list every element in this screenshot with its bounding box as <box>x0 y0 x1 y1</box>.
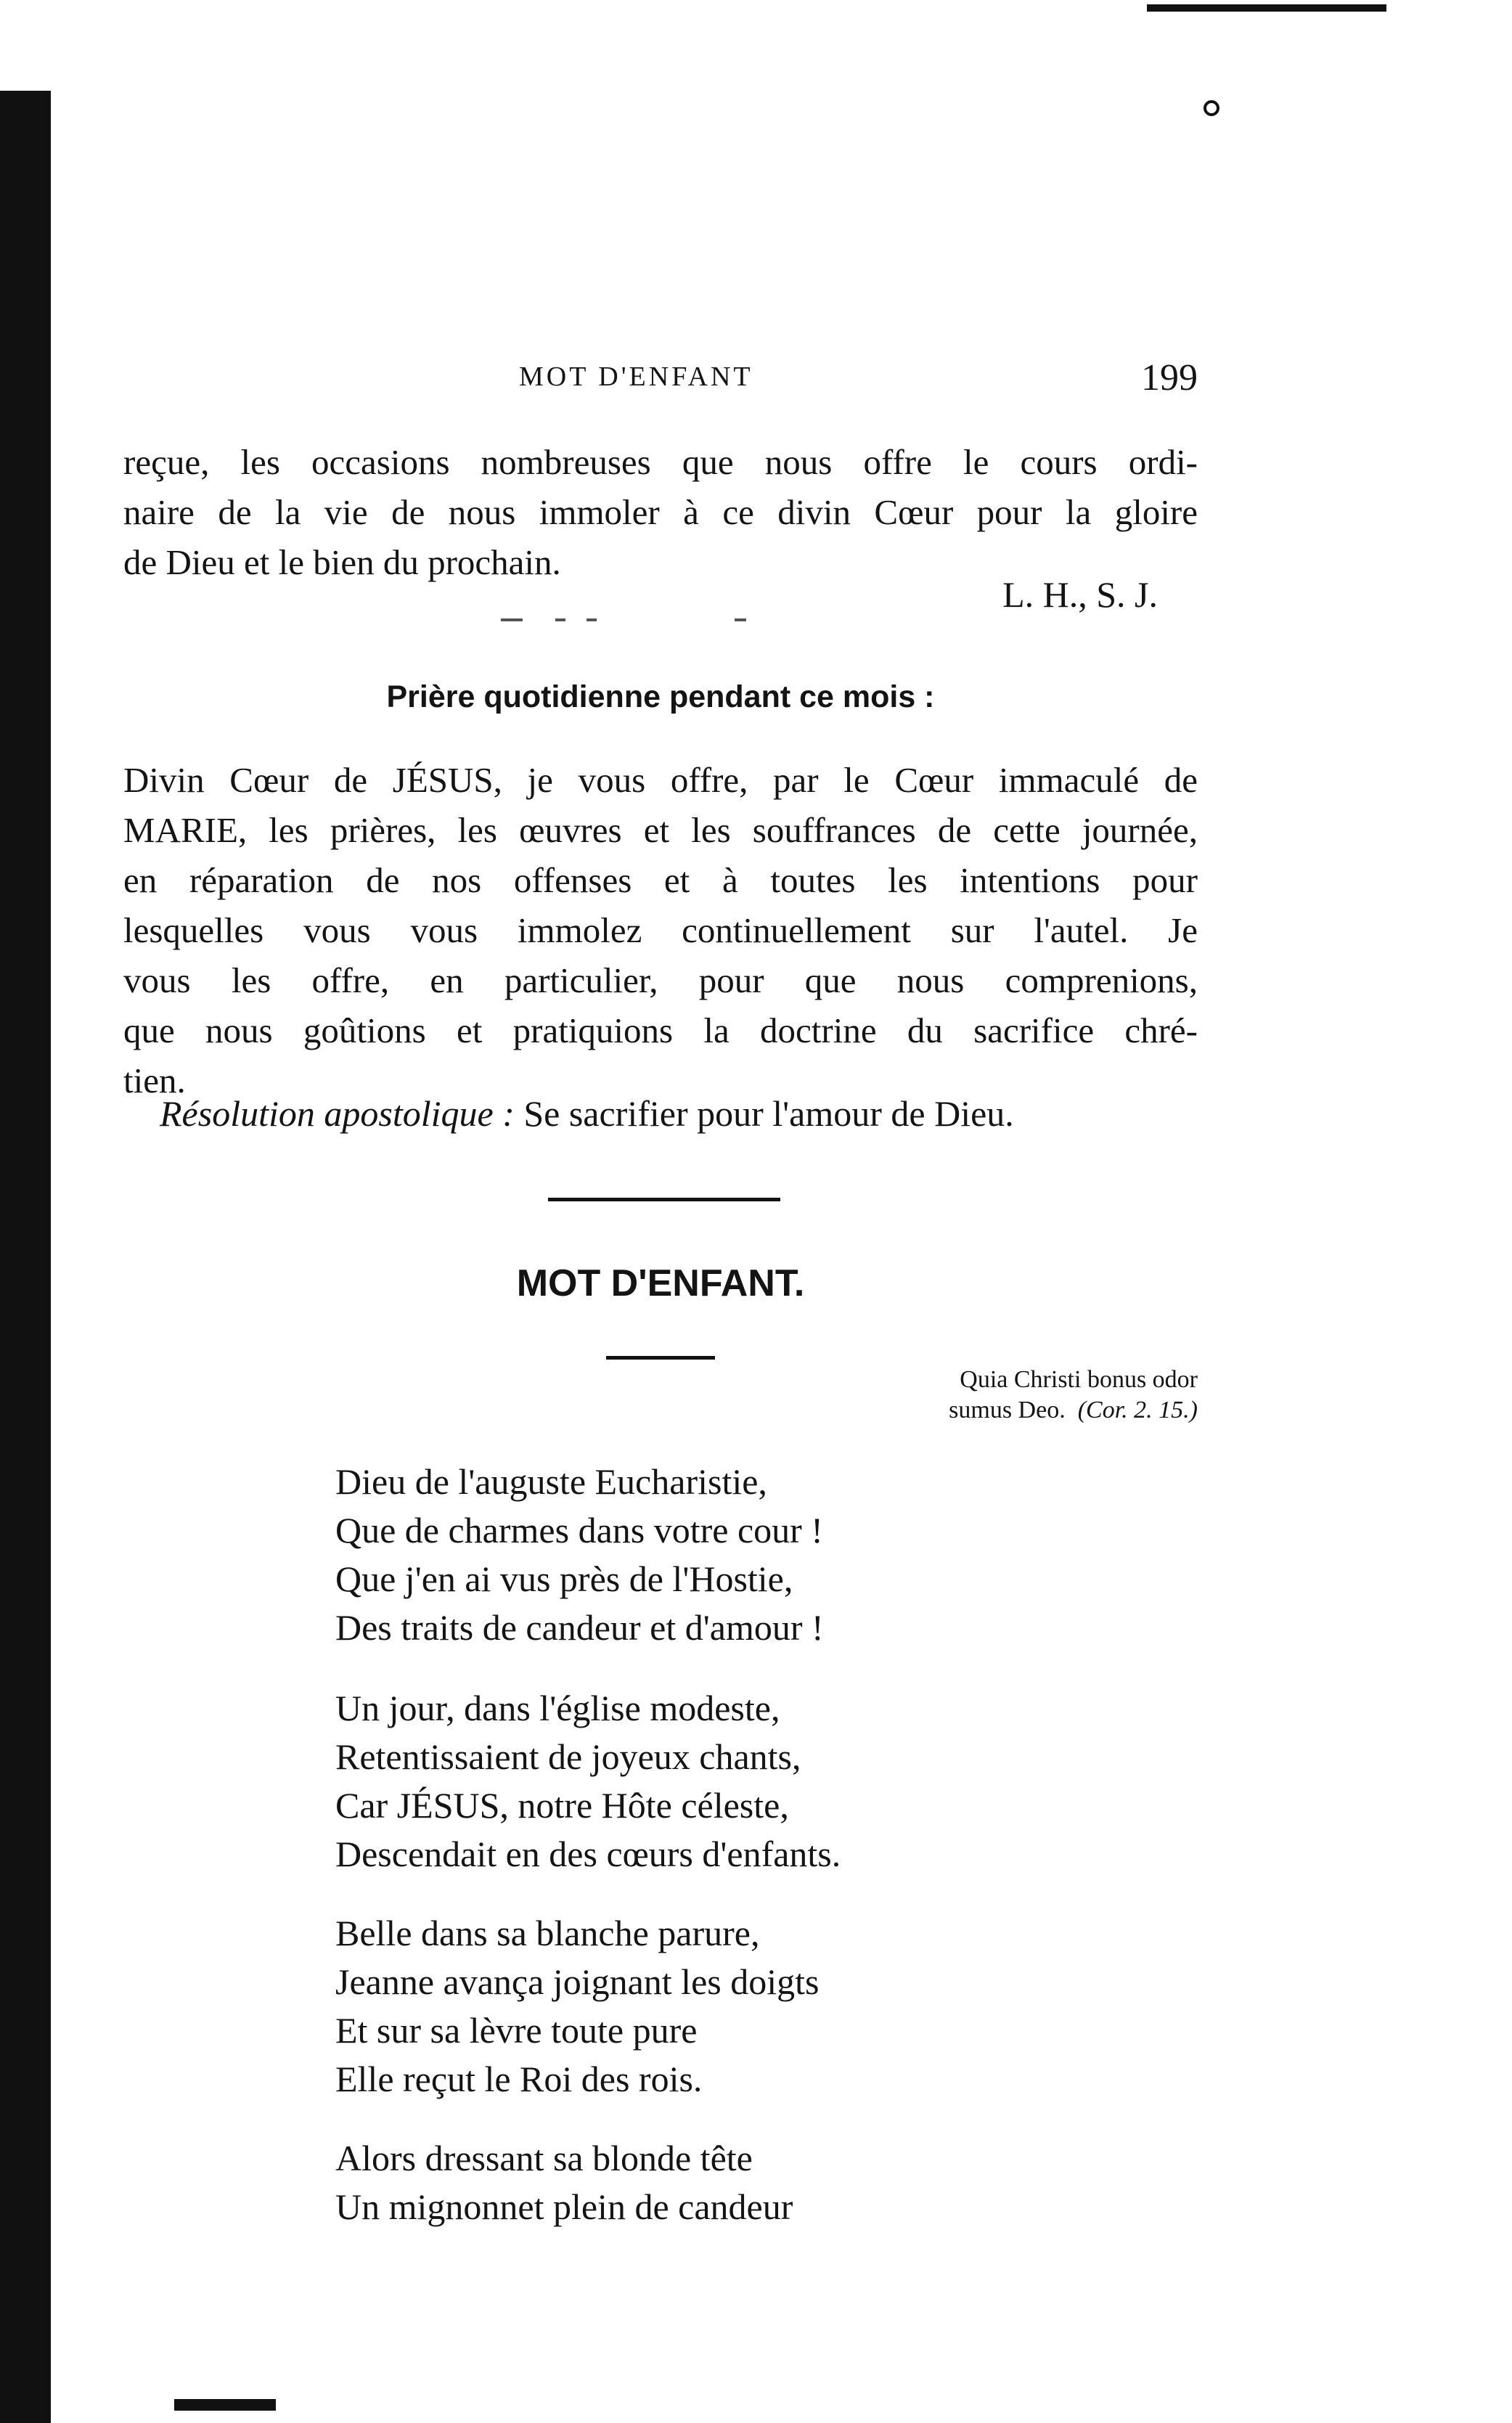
epigraph-line <box>762 1395 1198 1426</box>
verse-line: Car JÉSUS, notre Hôte céleste, <box>335 1785 789 1826</box>
decorative-dashes <box>501 618 907 624</box>
text-line: MARIE, les prières, les œuvres et les souffrances de cette journée, <box>123 810 1198 850</box>
verse-line: Elle reçut le Roi des rois. <box>335 2059 703 2099</box>
verse-line: Que de charmes dans votre cour ! <box>335 1510 823 1550</box>
section-separator <box>548 1198 780 1201</box>
verse-line: Un mignonnet plein de candeur <box>335 2186 793 2227</box>
text-line: reçue, les occasions nombreuses que nous offre le cours ordi- <box>123 442 1198 482</box>
page-number: 199 <box>1141 357 1198 399</box>
epigraph <box>762 1365 1198 1426</box>
epigraph-reference: (Cor. 2. 15.) <box>1077 1397 1198 1423</box>
resolution-text: Se sacrifier pour l'amour de Dieu. <box>514 1093 1014 1134</box>
scan-binding-edge <box>0 91 51 2423</box>
poem-stanza <box>335 1684 1134 1879</box>
verse-line: Descendait en des cœurs d'enfants. <box>335 1834 841 1874</box>
book-page <box>123 0 1198 2423</box>
verse-line: Retentissaient de joyeux chants, <box>335 1736 801 1777</box>
verse-line: Un jour, dans l'église modeste, <box>335 1688 780 1728</box>
corner-circle-mark <box>1204 100 1219 116</box>
apostolic-resolution <box>160 1092 1198 1135</box>
verse-line: Dieu de l'auguste Eucharistie, <box>335 1461 767 1502</box>
verse-line: Alors dressant sa blonde tête <box>335 2138 753 2178</box>
poem-stanza <box>335 1909 1134 2104</box>
text-line: en réparation de nos offenses et à toutes les intentions pour <box>123 860 1198 900</box>
text-line: que nous goûtions et pratiquions la doctrine du sacrifice chré- <box>123 1010 1198 1050</box>
epigraph-text: sumus Deo. <box>949 1397 1066 1423</box>
verse-line: Belle dans sa blanche parure, <box>335 1913 760 1953</box>
verse-line: Jeanne avança joignant les doigts <box>335 1961 820 2002</box>
paragraph-continuation <box>123 437 1198 587</box>
poem-stanza <box>335 1458 1134 1652</box>
verse-line: Des traits de candeur et d'amour ! <box>335 1607 824 1648</box>
resolution-label: Résolution apostolique : <box>160 1093 515 1134</box>
author-signature: L. H., S. J. <box>1002 574 1158 615</box>
poem-title: MOT D'ENFANT. <box>516 1262 805 1304</box>
prayer-heading: Prière quotidienne pendant ce mois : <box>386 679 935 714</box>
text-line: de Dieu et le bien du prochain. <box>123 542 561 582</box>
text-line: vous les offre, en particulier, pour que nous comprenions, <box>123 960 1198 1000</box>
epigraph-line: Quia Christi bonus odor <box>960 1366 1198 1393</box>
running-head-title: MOT D'ENFANT <box>519 361 753 392</box>
text-line: tien. <box>123 1061 186 1100</box>
title-underline <box>606 1356 715 1360</box>
prayer-text <box>123 755 1198 1106</box>
text-line: naire de la vie de nous immoler à ce divin Cœur pour la gloire <box>123 492 1198 532</box>
text-line: lesquelles vous vous immolez continuellement sur l'autel. Je <box>123 910 1198 950</box>
poem-stanza <box>335 2134 1134 2231</box>
text-line: Divin Cœur de JÉSUS, je vous offre, par le Cœur immaculé de <box>123 760 1198 800</box>
running-head <box>123 357 1198 404</box>
verse-line: Que j'en ai vus près de l'Hostie, <box>335 1558 793 1599</box>
verse-line: Et sur sa lèvre toute pure <box>335 2010 698 2051</box>
